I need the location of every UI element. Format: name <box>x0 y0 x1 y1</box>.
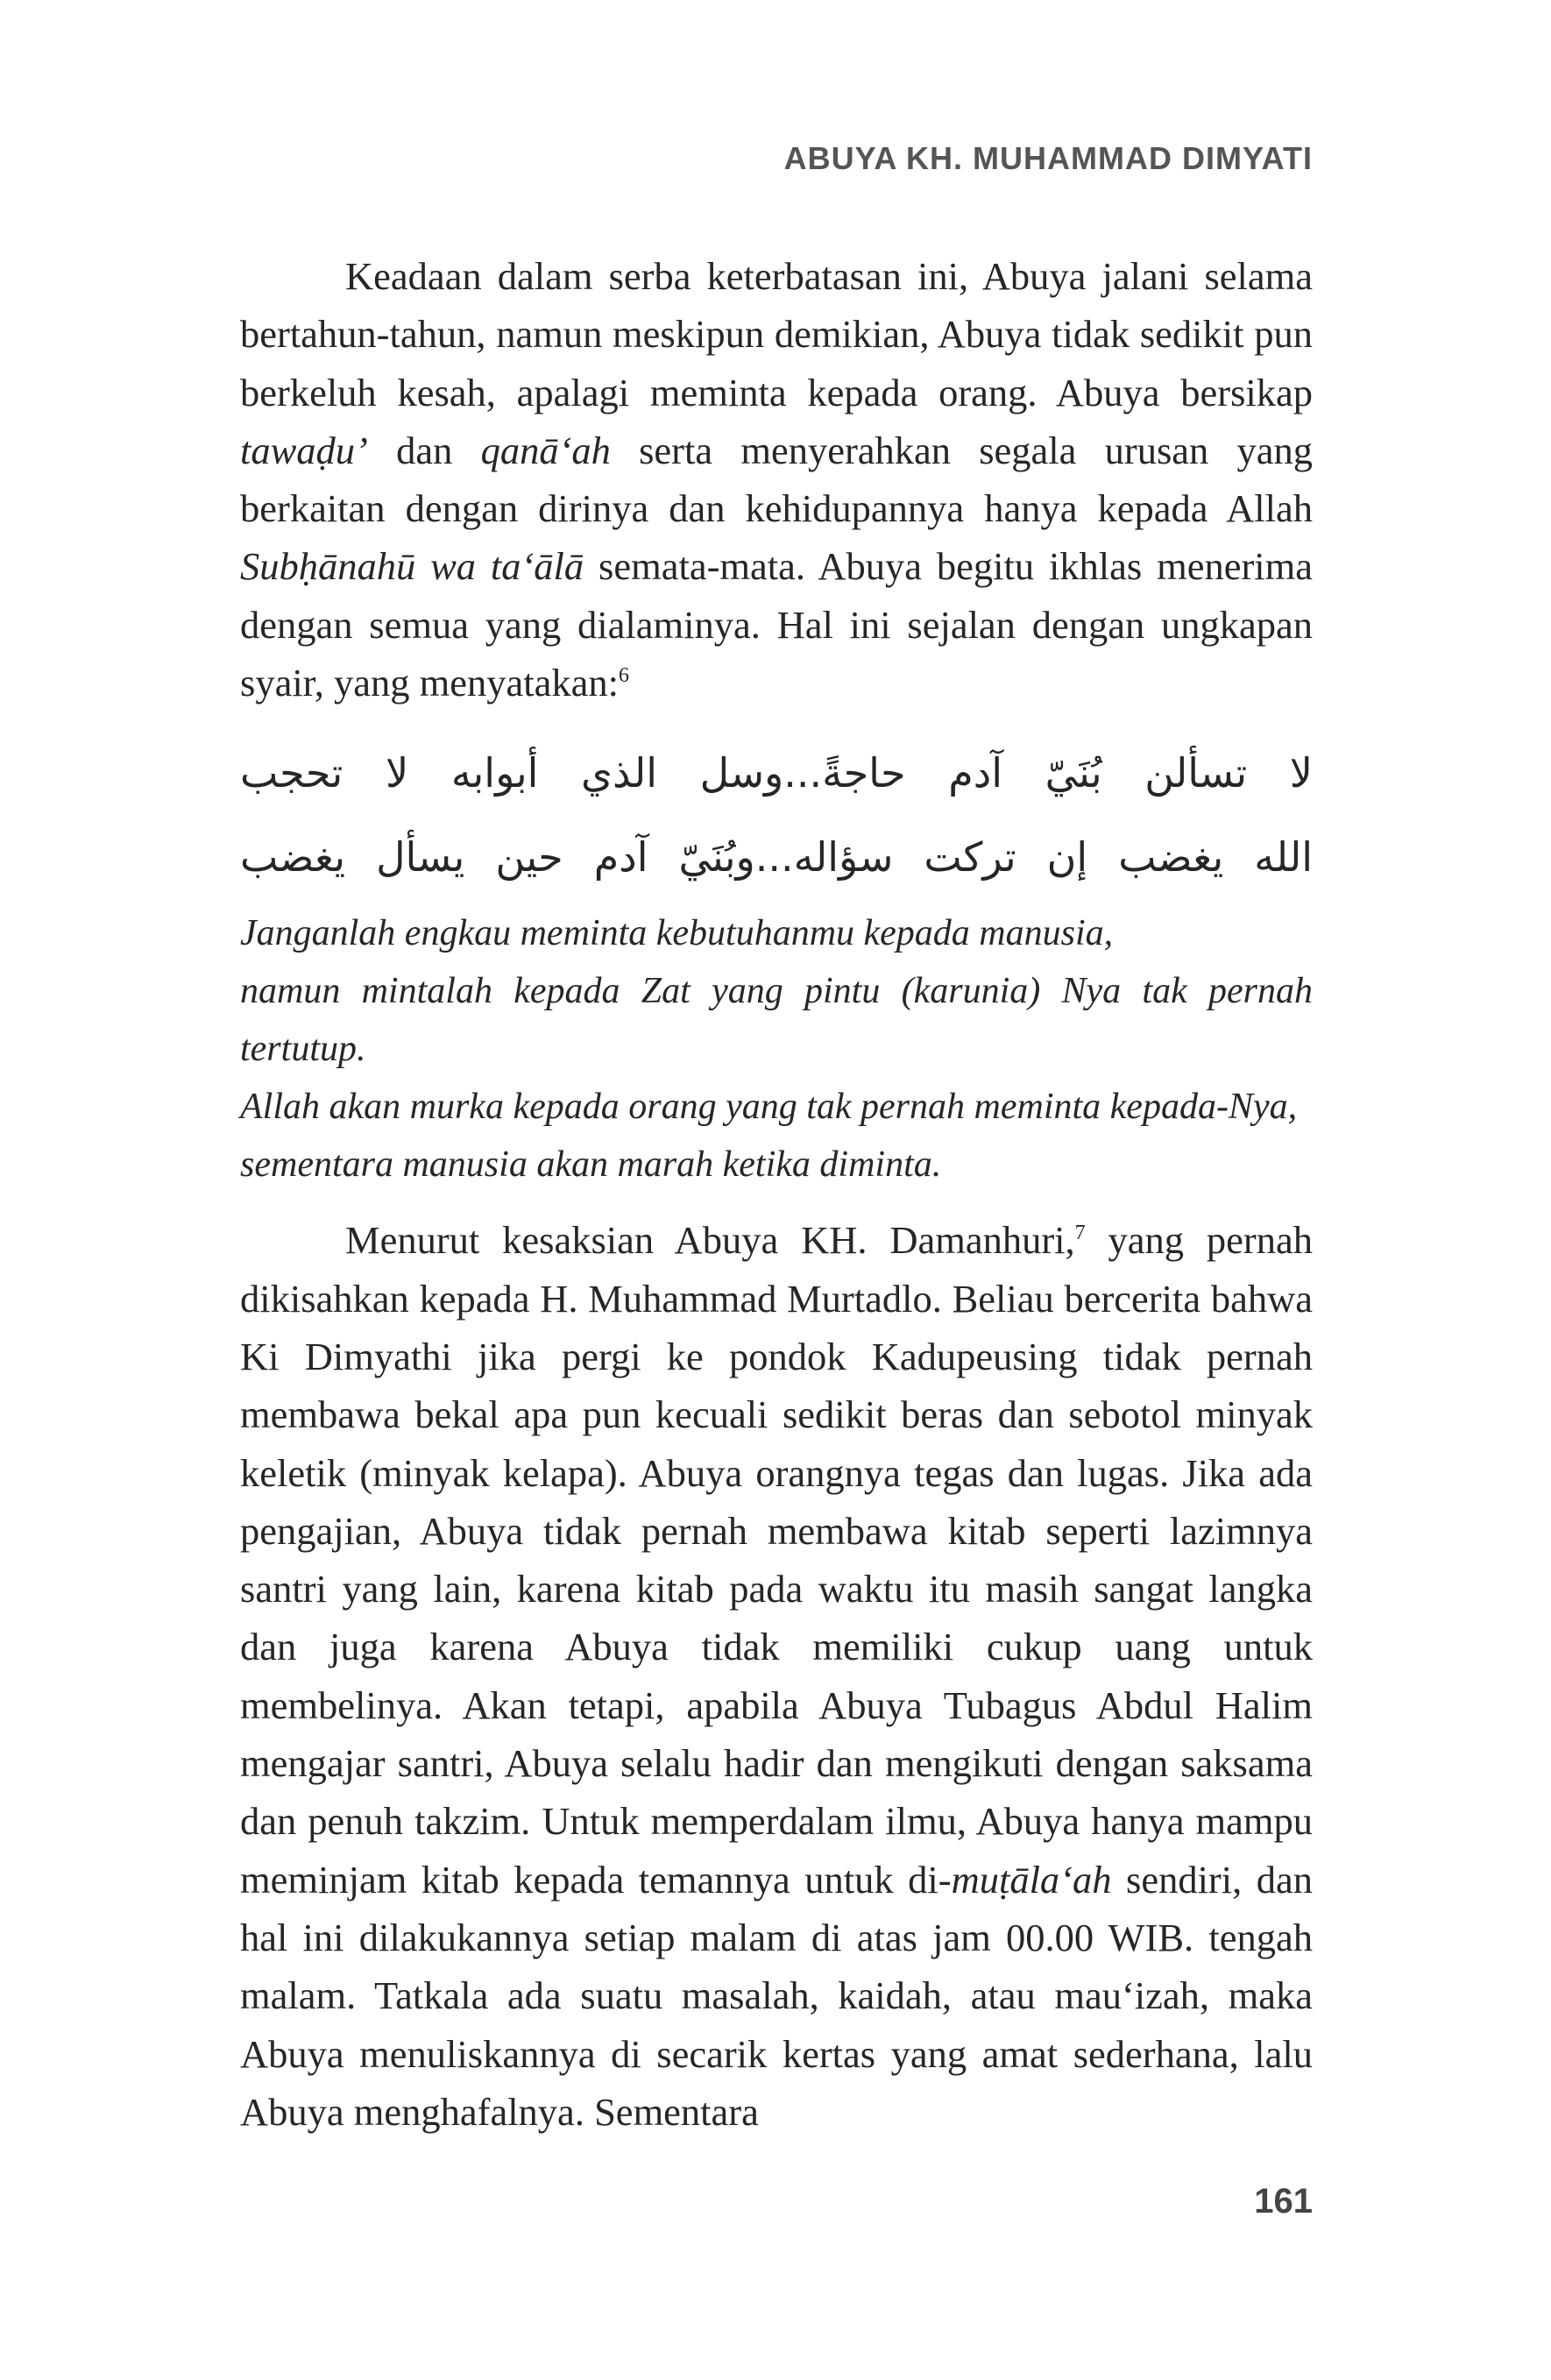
translation-line-1: Janganlah engkau meminta kebutuhanmu kepada manusia, <box>240 913 1114 954</box>
page-number: 161 <box>1254 2182 1313 2221</box>
paragraph-1-text-d: semata-mata. Abuya begitu ikhlas menerima dengan semua yang dialaminya. Hal ini sejalan dengan ungkapan syair, yang menyatakan: <box>240 544 1313 705</box>
running-head: ABUYA KH. MUHAMMAD DIMYATI <box>783 140 1313 176</box>
translation-line-4: sementara manusia akan marah ketika diminta. <box>240 1144 942 1186</box>
term-mutalaah: muṭāla‘ah <box>951 1857 1112 1902</box>
term-subhanahu: Subḥānahū wa ta‘ālā <box>240 544 584 589</box>
arabic-poem <box>240 731 1313 899</box>
paragraph-1-text-c: serta menyerahkan segala urusan yang berkaitan dengan dirinya dan kehidupannya hanya kepada Allah <box>240 428 1313 531</box>
page-body <box>240 247 1313 2141</box>
translation-line-3: Allah akan murka kepada orang yang tak pernah meminta kepada-Nya, <box>240 1087 1298 1128</box>
paragraph-2 <box>240 1211 1313 2141</box>
term-qanaah: qanā‘ah <box>480 428 611 472</box>
paragraph-2-text-a: Menurut kesaksian Abuya KH. Damanhuri, <box>345 1218 1075 1263</box>
arabic-poem-line-1: لا تسألن بُنَيّ آدم حاجةً...وسل الذي أبوابه لا تحجب <box>240 749 1313 797</box>
paragraph-2-text-b: yang pernah dikisahkan kepada H. Muhammad Murtadlo. Beliau bercerita bahwa Ki Dimyathi jika pergi ke pondok Kadupeusing tidak pernah membawa bekal apa pun kecuali sedikit beras dan sebotol minyak keletik (minyak kelapa). Abuya orangnya tegas dan lugas. Jika ada pengajian, Abuya tidak pernah membawa kitab seperti lazimnya santri yang lain, karena kitab pada waktu itu masih sangat langka dan juga karena Abuya tidak memiliki cukup uang untuk membelinya. Akan tetapi, apabila Abuya Tubagus Abdul Halim mengajar santri, Abuya selalu hadir dan mengikuti dengan saksama dan penuh takzim. Untuk memperdalam ilmu, Abuya hanya mampu meminjam kitab kepada temannya untuk di- <box>240 1218 1313 1902</box>
paragraph-1-text-b: dan <box>367 428 481 472</box>
term-tawadu: tawaḍu’ <box>240 428 368 472</box>
book-page <box>240 0 1313 2380</box>
paragraph-2-text-c: sendiri, dan hal ini dilakukannya setiap malam di atas jam 00.00 WIB. tengah malam. Tatkala ada suatu masalah, kaidah, atau mau‘izah, maka Abuya menuliskannya di secarik kertas yang amat sederhana, lalu Abuya menghafalnya. Sementara <box>240 1857 1313 2134</box>
paragraph-1 <box>240 247 1313 712</box>
paragraph-1-text-a: Keadaan dalam serba keterbatasan ini, Abuya jalani selama bertahun-tahun, namun meskipun demikian, Abuya tidak sedikit pun berkeluh kesah, apalagi meminta kepada orang. Abuya bersikap <box>240 254 1313 414</box>
arabic-poem-line-2: الله يغضب إن تركت سؤاله...وبُنَيّ آدم حين يسأل يغضب <box>240 833 1313 882</box>
translation-line-2: namun mintalah kepada Zat yang pintu (karunia) Nya tak pernah tertutup. <box>240 971 1313 1070</box>
footnote-ref-7[interactable]: 7 <box>1074 1222 1086 1245</box>
footnote-ref-6[interactable]: 6 <box>618 664 629 688</box>
poem-translation <box>240 904 1313 1194</box>
